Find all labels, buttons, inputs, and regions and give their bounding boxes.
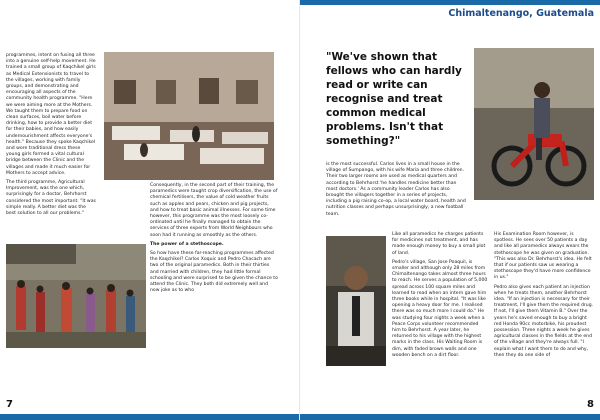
right-colb-para-1: His Examination Room however, is spotless. He sees over 50 patients a day and like all paramedics always wears the stethoscope he was given on graduation. "This was also Dr. Behrhorst's idea. He felt that if our patients saw us wearing a stethoscope they'd have more confidence in us." [494, 232, 592, 281]
clinic-ward-photo [104, 52, 274, 180]
portrait-photo-art [326, 236, 386, 366]
right-header-band [300, 0, 600, 5]
paramedic-portrait-photo [326, 236, 386, 366]
page-number-right: 8 [587, 399, 594, 410]
section-title: Chimaltenango, Guatemala [448, 8, 594, 19]
left-col2-para-1: Consequently, in the second part of their training, the paramedics were taught crop diversification, the use of chemical fertilisers, the value of cold weather fruits such as apples and pears, chicken and pig projects, and how to treat basic animal illnesses. For some time however, this programme was the most loosely co-ordinated until he finally managed to obtain the services of three experts from World Neighbours who soon had it running as smoothly as the others. [150, 183, 278, 238]
right-colb-para-2: Pedro also gives each patient an injection when he treats them, another Behrhorst idea. "If an injection is necessary for their treatment, I'll give them the required drug. If not, I'll give them Vitamin B." Over the years he's saved enough to buy a bright red Honda 90cc motorbike, his proudest possession. Three nights a week he gives agricultural classes in the fields at the end of the village and they're always full. "I explain what I want them to do and why, then they do one side of [494, 284, 594, 358]
right-intro [326, 162, 466, 221]
right-intro-para: is the most successful. Carlos lives in a small house in the village of Sumpango, with his wife Maria and three children. Their two larger rooms are used as medical quarters and according to Behrhorst 'he handles medicine better than most doctors.' As a community leader Carlos has also brought the villagers together in a series of projects, including a pig raising co-op, a local water board, health and nutrition classes and perhaps unsurprisingly, a new football team. [326, 162, 466, 217]
left-col-2 [150, 183, 278, 297]
left-col2-heading: The power of a stethoscope. [150, 241, 224, 247]
left-col1-para-2: The third programme, Agricultural Improvement, was the one which, surprisingly for a doctor, Behrhorst considered the most important. "It was simple really. A better diet was the best solution to all our problems." [6, 180, 96, 217]
left-col2-para-2: So how have these far-reaching programmes affected the Kaqchikel? Carlos Xoquic and Pedro Chacach are two of the original paramedics. Both in their thirties and married with children, they had little formal schooling and were surprised to be given the chance to attend the Clinic. They both did extremely well and now joke as to who [150, 251, 278, 294]
left-col-1 [6, 53, 96, 220]
page-number-left: 7 [6, 399, 13, 410]
right-page [300, 0, 600, 420]
village-market-photo [6, 244, 146, 348]
pull-quote: "We've shown that fellows who can hardly read or write can recognise and treat common medical problems. Isn't that something?" [326, 51, 462, 147]
right-cola-para-2: Pedro's village, San Jose Poaquil, is smaller and although only 28 miles from Chimaltenango takes almost three hours to reach. He serves a population of 5,000 spread across 100 square miles and learned to read when an intern gave him three books while in hospital. "It was like opening a heavy door for me. I realised there was so much more I could do." He was studying four nights a week when a Peace Corps volunteer recommended him to Behrhorst. A year later, he returned to his village with the highest marks in the class. His Waiting Room is dim, with faded brown walls and one wooden bench on a dirt floor. [392, 259, 488, 358]
market-photo-art [6, 244, 146, 348]
right-cola-para-1: Like all paramedics he charges patients for medicines not treatment, and has made enough money to buy a small plot of land. [392, 232, 486, 256]
motorbike-photo-art [474, 48, 594, 200]
right-footer-band [300, 414, 600, 420]
ward-photo-art [104, 52, 274, 180]
right-col-a [392, 232, 488, 362]
right-col-b [494, 232, 594, 362]
left-col1-para-1: programmes, intent on fusing all three into a genuine self-help movement. He trained a small group of Kaqchikel girls as Medical Extensionists to travel to the villages, working with family groups, and demonstrating and encouraging all aspects of the community health programme. "Here we were aiming more at the Mothers. We taught them to prepare food on clean surfaces, boil water before drinking, how to provide a better diet for their babies, and how easily undernourishment affects everyone's health." Because they spoke Kaqchikel and wore traditional dress these young girls formed a vital cultural bridge between the Clinic and the villages and made it much easier for Mothers to accept advice. [6, 53, 96, 176]
left-footer-band [0, 414, 300, 420]
paramedic-motorbike-photo [474, 48, 594, 200]
